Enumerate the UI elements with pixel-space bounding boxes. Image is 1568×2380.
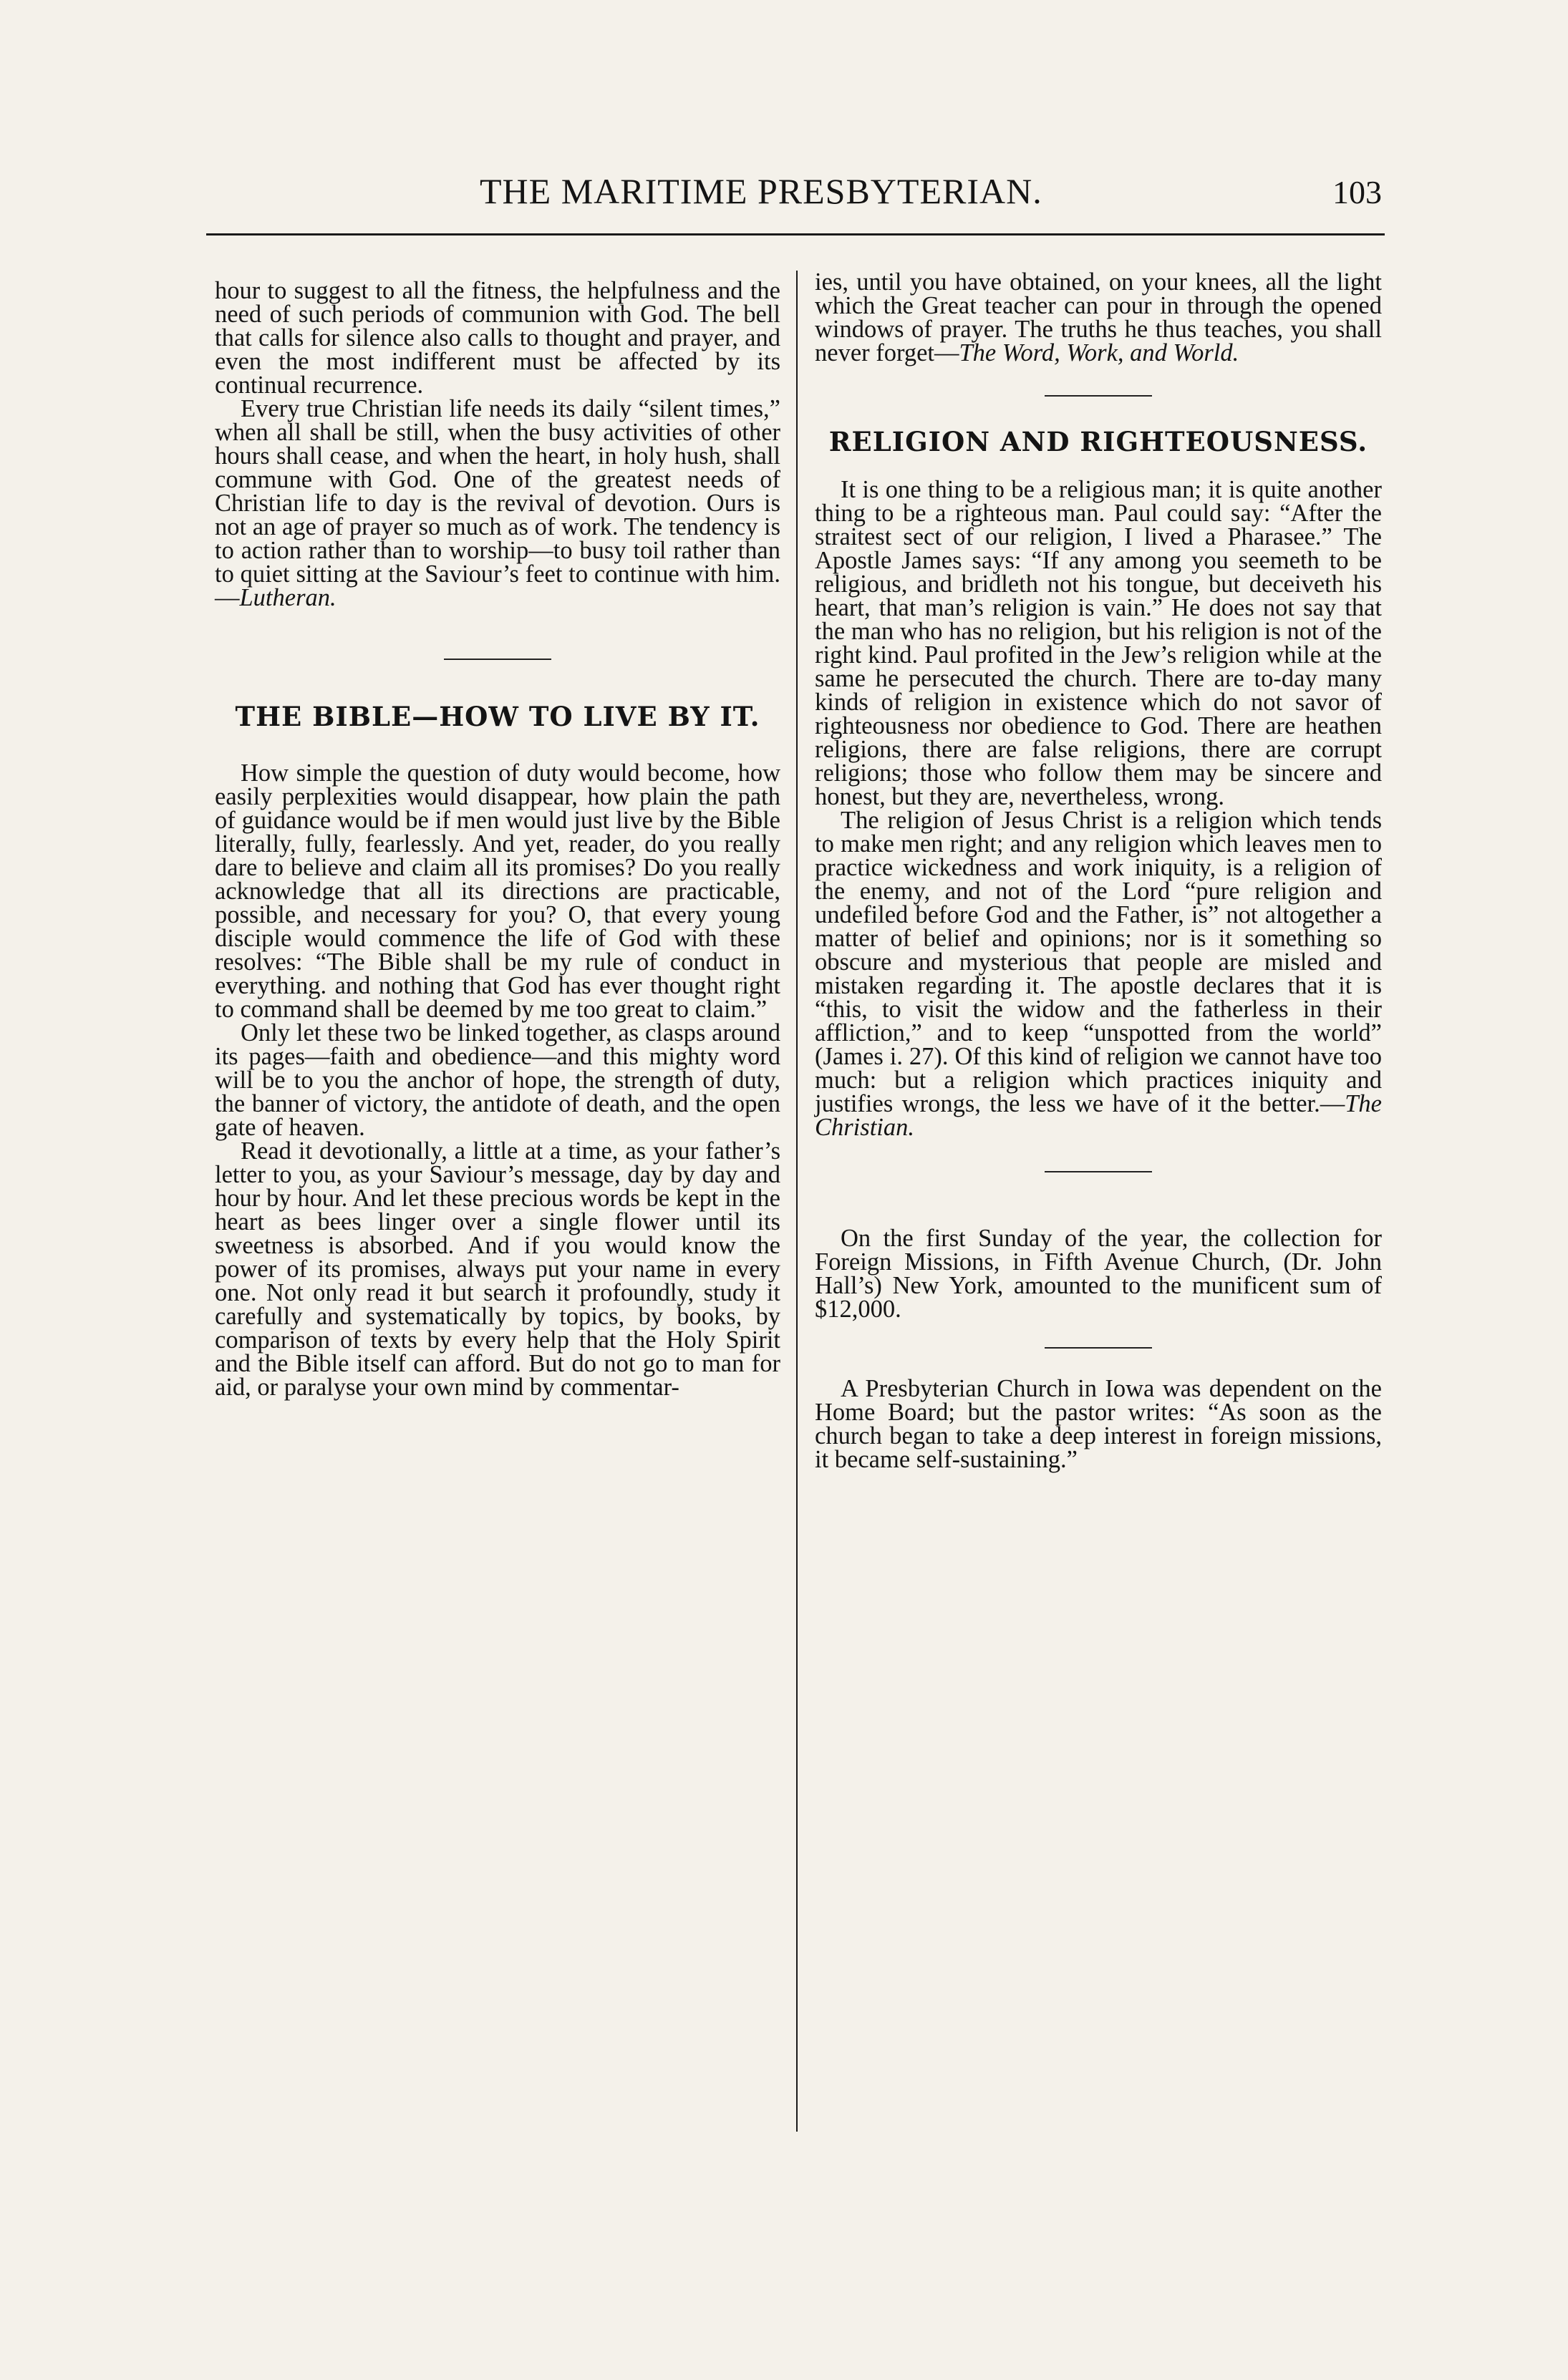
source-attribution: The Word, Work, and World. [959, 339, 1239, 366]
paragraph: Only let these two be linked together, as clasps around its pages—faith and obedience—and this mighty word will be to you the anchor of hope, the strength of duty, the banner of victory, the antidote of death, and the open gate of heaven. [215, 1019, 780, 1141]
paragraph-silent-times [215, 397, 780, 610]
left-column [215, 279, 780, 1399]
paragraph-text: ies, until you have obtained, on your knees, all the light which the Great teacher can pour in through the opened windows of prayer. The truths he thus teaches, you shall never forget— [815, 268, 1382, 366]
paragraph-text: Every true Christian life needs its daily “silent times,” when all shall be still, when the busy activities of other hours shall cease, and when the heart, in holy hush, shall commune with God. One of the greatest needs of Christian life to day is the revival of devotion. Ours is not an age of prayer so much as of work. The tendency is to action rather than to worship—to busy toil rather than to quiet sitting at the Saviour’s feet to continue with him.— [215, 395, 780, 611]
paragraph-continuation [815, 268, 1382, 366]
running-title: THE MARITIME PRESBYTERIAN. [480, 171, 1042, 211]
news-item-fifth-avenue: On the first Sunday of the year, the collection for Foreign Missions, in Fifth Avenue Church, (Dr. John Hall’s) New York, amounted to the munificent sum of $12,000. [815, 1225, 1382, 1323]
article-heading-religion: RELIGION AND RIGHTEOUSNESS. [828, 426, 1368, 457]
column-divider [796, 271, 798, 2132]
news-item-iowa: A Presbyterian Church in Iowa was dependent on the Home Board; but the pastor writes: “As soon as the church began to take a deep interest in foreign missions, it became self-sustaining.” [815, 1375, 1382, 1473]
paragraph: Read it devotionally, a little at a time, as your father’s letter to you, as your Saviour’s message, day by day and hour by hour. And let these precious words be kept in the heart as bees linger over a single flower until its sweetness is absorbed. And if you would know the power of its promises, always put your name in every one. Not only read it but search it profoundly, study it carefully and systematically by topics, by books, by comparison of texts by every help that the Holy Spirit and the Bible itself can afford. But do not go to man for aid, or paralyse your own mind by commentar- [215, 1137, 780, 1401]
right-column [815, 268, 1382, 1473]
header-rule [206, 233, 1385, 235]
paragraph [815, 809, 1382, 1140]
paragraph-continuation: hour to suggest to all the fitness, the helpfulness and the need of such periods of communion with God. The bell that calls for silence also calls to thought and prayer, and even the most indifferent must be affected by its continual recurrence. [215, 277, 780, 399]
paragraph: It is one thing to be a religious man; it is quite another thing to be a righteous man. Paul could say: “After the straitest sect of our religion, I lived a Pharasee.” The Apostle James says: “If any among you seemeth to be religious, and bridleth not his tongue, but deceiveth his heart, that man’s religion is vain.” He does not say that the man who has no religion, but his religion is not of the right kind. Paul profited in the Jew’s religion while at the same he persecuted the church. There are to-day many kinds of religion in existence which do not savor of righteousness nor obedience to God. There are heathen religions, there are false religions, there are corrupt religions; those who follow them may be sincere and honest, but they are, nevertheless, wrong. [815, 476, 1382, 810]
paragraph-text: The religion of Jesus Christ is a religion which tends to make men right; and any religion which leaves men to practice wickedness and work iniquity, is a religion of the enemy, and not of the Lord “pure religion and undefiled before God and the Father, is” not altogether a matter of belief and opinions; nor is it something so obscure and mysterious that people are misled and mistaken regarding it. The apostle declares that it is “this, to visit the widow and the fatherless in their affliction,” and to keep “unspotted from the world” (James i. 27). Of this kind of religion we cannot have too much: but a religion which practices iniquity and justifies wrongs, the less we have of it the better.— [815, 807, 1382, 1117]
source-attribution: Lutheran. [239, 584, 337, 611]
page-number: 103 [1332, 174, 1382, 210]
page-header [208, 170, 1382, 228]
source-attribution: The Christian. [815, 1090, 1382, 1141]
article-heading-bible: THE BIBLE—HOW TO LIVE BY IT. [235, 701, 760, 732]
paragraph: How simple the question of duty would become, how easily perplexities would disappear, how plain the path of guidance would be if men would just live by the Bible literally, fully, fearlessly. And yet, reader, do you really dare to believe and claim all its promises? Do you really acknowledge that all its directions are practicable, possible, and necessary for you? O, that every young disciple would commence the life of God with these resolves: “The Bible shall be my rule of conduct in everything. and nothing that God has ever thought right to command shall be deemed by me too great to claim.” [215, 759, 780, 1023]
